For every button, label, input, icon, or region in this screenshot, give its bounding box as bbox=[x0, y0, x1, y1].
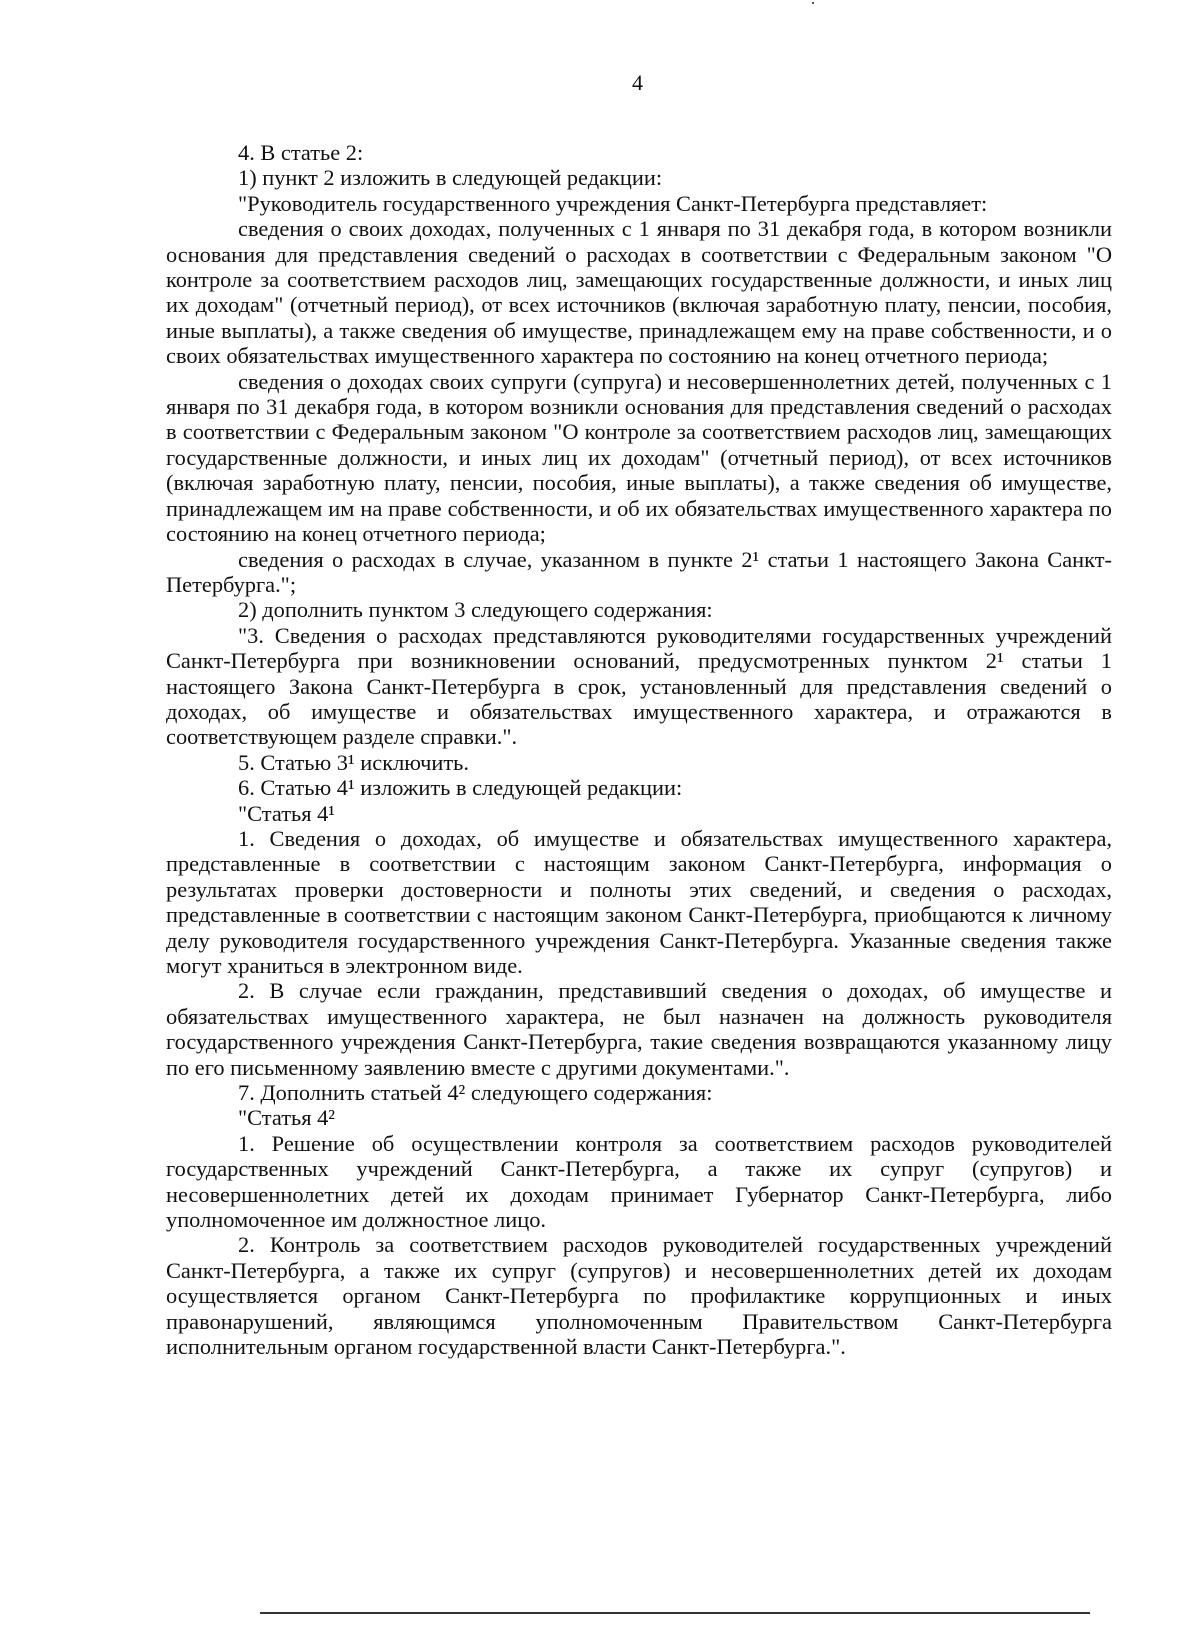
paragraph: 2. В случае если гражданин, представивший сведения о доходах, об имуществе и обязательствах имущественного характера, не был назначен на должность руководителя государственного учреждения Санкт-Петербурга, такие сведения возвращаются указанному лицу по его письменному заявлению вместе с другими документами.". bbox=[166, 978, 1112, 1080]
paragraph: 1. Сведения о доходах, об имуществе и обязательствах имущественного характера, представленные в соответствии с настоящим законом Санкт-Петербурга, информация о результатах проверки достоверности и полноты этих сведений, и сведения о расходах, представленные в соответствии с настоящим законом Санкт-Петербурга, приобщаются к личному делу руководителя государственного учреждения Санкт-Петербурга. Указанные сведения также могут храниться в электронном виде. bbox=[166, 825, 1112, 978]
article-heading: "Статья 4¹ bbox=[238, 800, 335, 826]
document-body bbox=[166, 140, 1112, 1360]
paragraph: 7. Дополнить статьей 4² следующего содержания: bbox=[238, 1080, 713, 1106]
paragraph: сведения о своих доходах, полученных с 1 января по 31 декабря года, в котором возникли основания для представления сведений о расходах в соответствии с Федеральным законом "О контроле за соответствием расходов лиц, замещающих государственные должности, и иных лиц их доходам" (отчетный период), от всех источников (включая заработную плату, пенсии, пособия, иные выплаты), а также сведения об имуществе, принадлежащем ему на праве собственности, и о своих обязательствах имущественного характера по состоянию на конец отчетного периода; bbox=[166, 216, 1112, 369]
scan-speck bbox=[812, 2, 814, 4]
paragraph: сведения о доходах своих супруги (супруга) и несовершеннолетних детей, полученных с 1 января по 31 декабря года, в котором возникли основания для представления сведений о расходах в соответствии с Федеральным законом "О контроле за соответствием расходов лиц, замещающих государственные должности, и иных лиц их доходам" (отчетный период), от всех источников (включая заработную плату, пенсии, пособия, иные выплаты), а также сведения об имуществе, принадлежащем им на праве собственности, и об их обязательствах имущественного характера по состоянию на конец отчетного периода; bbox=[166, 368, 1112, 547]
paragraph: "Руководитель государственного учреждения Санкт-Петербурга представляет: bbox=[238, 190, 988, 216]
paragraph: 4. В статье 2: bbox=[238, 140, 364, 165]
paragraph: 2. Контроль за соответствием расходов руководителей государственных учреждений Санкт-Петербурга, а также их супруг (супругов) и несовершеннолетних детей их доходам осуществляется органом Санкт-Петербурга по профилактике коррупционных и иных правонарушений, являющимся уполномоченным Правительством Санкт-Петербурга исполнительным органом государственной власти Санкт-Петербурга.". bbox=[166, 1232, 1112, 1360]
paragraph: "3. Сведения о расходах представляются руководителями государственных учреждений Санкт-Петербурга при возникновении оснований, предусмотренных пунктом 2¹ статьи 1 настоящего Закона Санкт-Петербурга в срок, установленный для представления сведений о доходах, об имуществе и обязательствах имущественного характера, и отражаются в соответствующем разделе справки.". bbox=[166, 622, 1112, 750]
paragraph: сведения о расходах в случае, указанном в пункте 2¹ статьи 1 настоящего Закона Санкт-Петербурга."; bbox=[166, 546, 1112, 597]
paragraph: 1) пункт 2 изложить в следующей редакции: bbox=[238, 165, 663, 191]
paragraph: 5. Статью 3¹ исключить. bbox=[238, 749, 469, 775]
paragraph: 6. Статью 4¹ изложить в следующей редакции: bbox=[238, 775, 683, 801]
scan-edge-line bbox=[260, 1612, 1090, 1614]
article-heading: "Статья 4² bbox=[238, 1105, 335, 1131]
paragraph: 2) дополнить пунктом 3 следующего содержания: bbox=[238, 597, 713, 623]
page-number: 4 bbox=[632, 70, 643, 95]
paragraph: 1. Решение об осуществлении контроля за соответствием расходов руководителей государственных учреждений Санкт-Петербурга, а также их супруг (супругов) и несовершеннолетних детей их доходам принимает Губернатор Санкт-Петербурга, либо уполномоченное им должностное лицо. bbox=[166, 1130, 1112, 1233]
